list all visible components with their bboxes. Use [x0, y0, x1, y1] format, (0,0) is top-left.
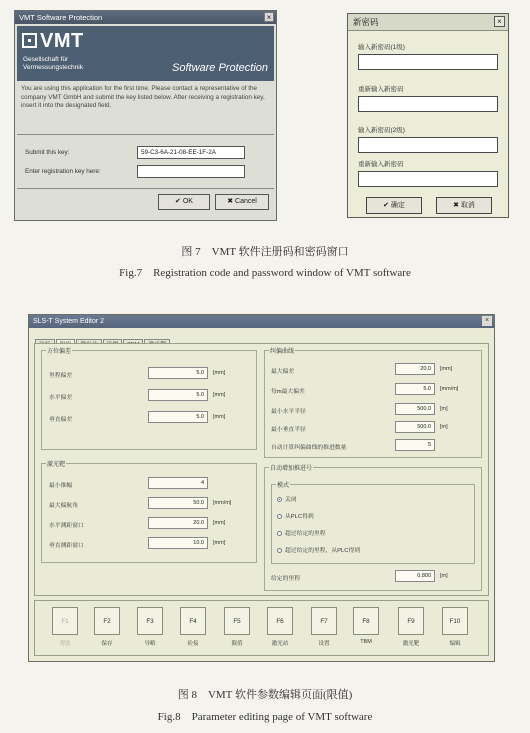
row-label: 里程偏差 [49, 373, 73, 379]
field-label: 重新输入新密码 [358, 161, 404, 168]
field-label: 输入新密码(1级) [358, 44, 405, 51]
vertical-window-input[interactable]: 10.0 [148, 537, 208, 549]
f4-label: 砼接 [187, 641, 199, 647]
row-label: 垂直测距窗口 [49, 543, 84, 549]
group-title: 激光靶 [46, 459, 66, 468]
mode-radio-from-plc[interactable]: 从PLC得到 [277, 511, 314, 520]
f10-edit-button[interactable]: F10 [442, 607, 468, 635]
max-deviation-input[interactable]: 20.0 [395, 363, 435, 375]
company-name: Gesellschaft für Vermessungstechnik [23, 56, 83, 71]
close-icon: ✖ [453, 202, 459, 209]
check-icon: ✔ [383, 202, 389, 209]
close-button[interactable]: × [264, 12, 274, 22]
radio-icon [277, 514, 282, 519]
group-title: 自动增加推进号 [269, 463, 313, 472]
unit-label: [mm] [440, 366, 453, 372]
row-label: 最大偏差 [271, 369, 295, 375]
registration-key-input[interactable] [137, 165, 245, 178]
divider [17, 188, 274, 189]
f5-label: 限值 [231, 641, 243, 647]
password-level1-input[interactable] [358, 54, 498, 70]
field-label: 重新输入新密码 [358, 86, 404, 93]
vertical-deviation-input[interactable]: 5.0 [148, 411, 208, 423]
close-icon: ✖ [227, 198, 234, 205]
f2-save-button[interactable]: F2 [94, 607, 120, 635]
min-horizontal-radius-input[interactable]: 500.0 [395, 403, 435, 415]
radio-icon [277, 531, 282, 536]
figure-caption-en: Fig.7 Registration code and password window of VMT software [119, 267, 411, 279]
min-stroke-input[interactable]: 4 [148, 477, 208, 489]
row-label: 最小水平半径 [271, 409, 306, 415]
figure-caption-cn: 图 7 VMT 软件注册码和密码窗口 [181, 246, 349, 258]
f2-label: 保存 [101, 641, 113, 647]
min-vertical-radius-input[interactable]: 500.0 [395, 421, 435, 433]
unit-label: [mm] [213, 370, 226, 376]
title-bar [15, 11, 276, 24]
f7-label: 设置 [318, 641, 330, 647]
new-password-window [347, 13, 509, 218]
f3-button[interactable]: F3 [137, 607, 163, 635]
f9-laser-target-button[interactable]: F9 [398, 607, 424, 635]
window-title: SLS-T System Editor 2 [33, 318, 105, 325]
password-level2-input[interactable] [358, 137, 498, 153]
chainage-deviation-input[interactable]: 5.0 [148, 367, 208, 379]
f6-label: 激光站 [271, 641, 289, 647]
submit-key-field[interactable]: 59-C3-6A-21-08-EE-1F-2A [137, 146, 245, 159]
ok-button[interactable]: ✔ OK [158, 194, 210, 210]
max-deviation-per-m-input[interactable]: 5.0 [395, 383, 435, 395]
mode-radio-over-chainage[interactable]: 超过给定的里程 [277, 528, 326, 537]
f8-tbm-button[interactable]: F8 [353, 607, 379, 635]
cancel-button[interactable]: ✖ 取消 [436, 197, 492, 214]
group-title: 纠偏曲线 [269, 346, 295, 355]
auto-advance-count-input[interactable]: 5 [395, 439, 435, 451]
unit-label: [mm] [213, 540, 226, 546]
row-label: 水平偏差 [49, 395, 73, 401]
unit-label: [mm/m] [440, 386, 459, 392]
unit-label: [m] [440, 406, 448, 412]
check-icon: ✔ [175, 198, 181, 205]
f8-label: TBM [360, 639, 372, 645]
max-yaw-input[interactable]: 50.0 [148, 497, 208, 509]
group-title: 模式 [276, 480, 290, 489]
close-button[interactable]: × [494, 16, 505, 27]
unit-label: [m] [440, 424, 448, 430]
f1-label: 帮助 [59, 641, 71, 647]
group-title: 方位偏差 [46, 346, 72, 355]
function-key-bar [34, 600, 489, 656]
mode-radio-off[interactable]: 关闭 [277, 494, 297, 503]
given-chainage-input[interactable]: 0.800 [395, 570, 435, 582]
password-level1-confirm-input[interactable] [358, 96, 498, 112]
vmt-protection-window [14, 10, 277, 221]
ok-button[interactable]: ✔ 确定 [366, 197, 422, 214]
row-label: 最小推幅 [49, 483, 73, 489]
unit-label: [mm] [213, 520, 226, 526]
divider [17, 134, 274, 135]
vmt-banner [17, 26, 274, 81]
tab-bar [35, 333, 171, 343]
window-title: VMT Software Protection [19, 13, 103, 22]
submit-key-label: Submit this key: [25, 149, 70, 156]
row-label: 每m最大偏差 [271, 389, 305, 395]
row-label: 水平测距窗口 [49, 523, 84, 529]
radio-icon [277, 548, 282, 553]
row-label: 最大偏航角 [49, 503, 78, 509]
horizontal-deviation-input[interactable]: 5.0 [148, 389, 208, 401]
f10-label: 编辑 [449, 641, 461, 647]
row-label: 最小垂直半径 [271, 427, 306, 433]
figure-caption-cn: 图 8 VMT 软件参数编辑页面(限值) [177, 689, 353, 701]
password-level2-confirm-input[interactable] [358, 171, 498, 187]
title-bar [29, 315, 494, 328]
figure-caption-en: Fig.8 Parameter editing page of VMT software [157, 711, 373, 723]
f3-label: 导略 [144, 641, 156, 647]
unit-label: [mm] [213, 414, 226, 420]
unit-label: [m] [440, 573, 448, 579]
close-button[interactable]: × [482, 316, 492, 326]
limits-panel [34, 343, 489, 596]
unit-label: [mm/m] [213, 500, 232, 506]
registration-key-label: Enter registration key here: [25, 168, 101, 175]
f1-help-button[interactable]: F1 [52, 607, 78, 635]
f6-laser-station-button[interactable]: F6 [267, 607, 293, 635]
f7-settings-button[interactable]: F7 [311, 607, 337, 635]
row-label: 自动计算纠偏曲线的推进数量 [271, 445, 347, 451]
intro-text: You are using this application for the first time. Please contact a representative of the company VMT GmbH and submit the key listed below. After receiving a registration key, insert it into the designated field. [21, 85, 265, 109]
row-label: 给定的里程 [271, 576, 300, 582]
system-editor-window [28, 314, 495, 662]
f4-joint-button[interactable]: F4 [180, 607, 206, 635]
f9-label: 激光靶 [402, 641, 420, 647]
cancel-button[interactable]: ✖ Cancel [215, 194, 269, 210]
unit-label: [mm] [213, 392, 226, 398]
f5-limits-button[interactable]: F5 [224, 607, 250, 635]
horizontal-window-input[interactable]: 20.0 [148, 517, 208, 529]
radio-selected-icon [277, 497, 282, 502]
title-bar [348, 14, 508, 31]
window-title: 新密码 [353, 17, 379, 27]
banner-heading: Software Protection [172, 62, 268, 74]
row-label: 垂直偏差 [49, 417, 73, 423]
vmt-logo: VMT [22, 30, 84, 53]
field-label: 输入新密码(2级) [358, 127, 405, 134]
vmt-logo-icon [22, 33, 37, 48]
mode-radio-over-chainage-plc[interactable]: 超过给定的里程，从PLC得到 [277, 545, 360, 554]
